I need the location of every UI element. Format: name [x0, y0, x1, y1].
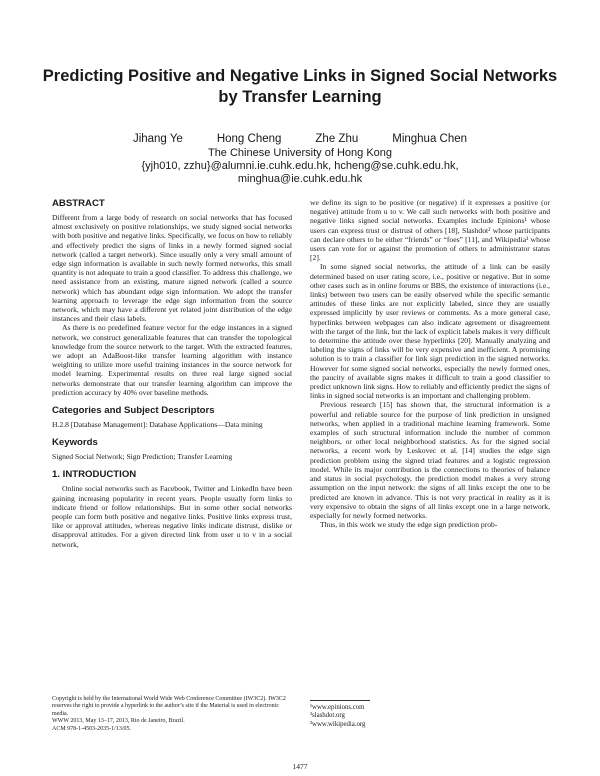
- categories-heading: Categories and Subject Descriptors: [52, 405, 215, 417]
- introduction-heading: 1. INTRODUCTION: [52, 469, 137, 481]
- footnote: ²slashdot.org: [310, 712, 345, 720]
- intro-paragraph: Previous research [15] has shown that, the structural information is a powerful and reliable source for the purpose of link prediction in unsigned networks, when applied in a traditional machine learning framework. Some examples of such structural information include the number of common neighbors, or other local neighborhood statistics. As for the signed social networks, a recent work by Leskovec et al. [14] studies the edge sign prediction problem using the signed triad features and a logistic regression model. While its major contribution is the connections to theories of balance and status in social psychology, the prediction model makes a very strong assumption on the input network: the signs of all links except the one to be predicted are known in advance. This is not very practical in reality as it is very expensive to obtain the signs of all links except one in a large network, especially for newly formed networks.: [310, 400, 550, 520]
- author-name: Jihang Ye: [132, 133, 183, 145]
- categories-text: H.2.8 [Database Management]: Database Applications—Data mining: [52, 420, 263, 430]
- abstract-paragraph: Different from a large body of research on social networks that has focused almost exclusively on positive relationships, we study signed social networks with both positive and negative links. Specifically, we focus on how to reliably and effectively predict the signs of links in a newly formed signed social network (called a target network). Since usually only a very small amount of edge sign information is available in such newly formed networks, this small quantity is not adequate to train a good classifier. To address this challenge, we need assistance from an existing, mature signed network (called a source network) which has abundant edge sign information. We adopt the transfer learning approach to leverage the edge sign information from the source network, which may have a different yet related joint distribution of the edge instances and their class labels.: [52, 213, 292, 324]
- author-emails: {yjh010, zzhu}@alumni.ie.cuhk.edu.hk, hcheng@se.cuhk.edu.hk,: [141, 160, 459, 172]
- left-column: [52, 198, 292, 549]
- author-names: [60, 133, 540, 146]
- footnote: ¹www.epinions.com: [310, 704, 365, 711]
- footnote-rule: [310, 700, 370, 701]
- footnote: ³www.wikipedia.org: [310, 720, 366, 728]
- right-column: [310, 198, 550, 529]
- intro-paragraph: Online social networks such as Facebook, Twitter and LinkedIn have been gaining increasing popularity in recent years. People usually form links to indicate friend or follow relationships. But in some other social networks people can form both positive and negative links. Positive links express trust, like or approval attitudes, whereas negative links indicate distrust, dislike or disapproval attitudes. For a given directed link from user u to v in a social network,: [52, 484, 292, 549]
- copyright-line: Copyright is held by the International World Wide Web Conference Committee (IW3C2). IW3C2 reserves the right to provide a hyperlink to the author’s site if the Material is used in electronic media.: [52, 696, 286, 717]
- intro-paragraph: we define its sign to be positive (or negative) if it expresses a positive (or negative) attitude from u to v. We call such networks with both positive and negative links signed social networks. Examples include Epinions¹ whose users can express trust or distrust of others [18], Slashdot² whose participants can declare others to be either “friends” or “foes” [11], and Wikipedia³ whose users can vote for or against the promotion of others to administrator status [2].: [310, 198, 550, 263]
- paper-title: Predicting Positive and Negative Links in Signed Social Networks by Transfer Learning: [42, 67, 558, 106]
- affiliation: The Chinese University of Hong Kong: [207, 147, 393, 159]
- abstract-paragraph: As there is no predefined feature vector for the edge instances in a signed network, we construct generalizable features that can transfer the topological knowledge from the source network to the target. With the extracted features, we adopt an AdaBoost-like transfer learning algorithm with instance weighting to utilize more useful training instances in the source network for model learning. Experimental results on three real large signed social networks demonstrate that our transfer learning algorithm can improve the prediction accuracy by 40% over baseline methods.: [52, 323, 292, 397]
- page-number: 1477: [292, 762, 308, 771]
- author-name: Minghua Chen: [392, 133, 468, 145]
- intro-paragraph: In some signed social networks, the attitude of a link can be easily determined based on user rating score, i.e., positive or negative. But in some other cases such as in online forums or BBS, the existence of interactions (i.e., links) between two users can be easily observed while the specific semantic attitudes of these links are not explicitly labeled, since they are usually expressed implicitly by user reviews or comments. As a more general case, hyperlinks between webpages can also indicate agreement or disagreement with the target of the link, but the lack of explicit labels makes it very difficult to determine the attitude over these hyperlinks [20]. Manually analyzing and labeling the signs of links will be very expensive and inefficient. A promising solution is to train a classifier for link sign prediction in the signed networks. However for some signed social networks, especially the newly formed ones, the paucity of available signs makes it difficult to train a good classifier to predict unknown link signs. How to reliably and efficiently predict the signs of links in signed social networks is an important and challenging problem.: [310, 262, 550, 401]
- footnotes: [310, 700, 550, 729]
- copyright-line: WWW 2013, May 13–17, 2013, Rio de Janeiro, Brazil.: [52, 718, 185, 725]
- copyright-line: ACM 978-1-4503-2035-1/13/05.: [52, 725, 131, 732]
- author-name: Hong Cheng: [216, 133, 282, 145]
- author-block: [60, 133, 540, 186]
- author-name: Zhe Zhu: [315, 133, 359, 145]
- author-emails: minghua@ie.cuhk.edu.hk: [237, 173, 363, 185]
- copyright-notice: [52, 696, 292, 733]
- keywords-heading: Keywords: [52, 437, 98, 449]
- keywords-text: Signed Social Network; Sign Prediction; Transfer Learning: [52, 452, 233, 462]
- abstract-heading: ABSTRACT: [52, 198, 105, 209]
- intro-paragraph: Thus, in this work we study the edge sign prediction prob-: [320, 520, 498, 530]
